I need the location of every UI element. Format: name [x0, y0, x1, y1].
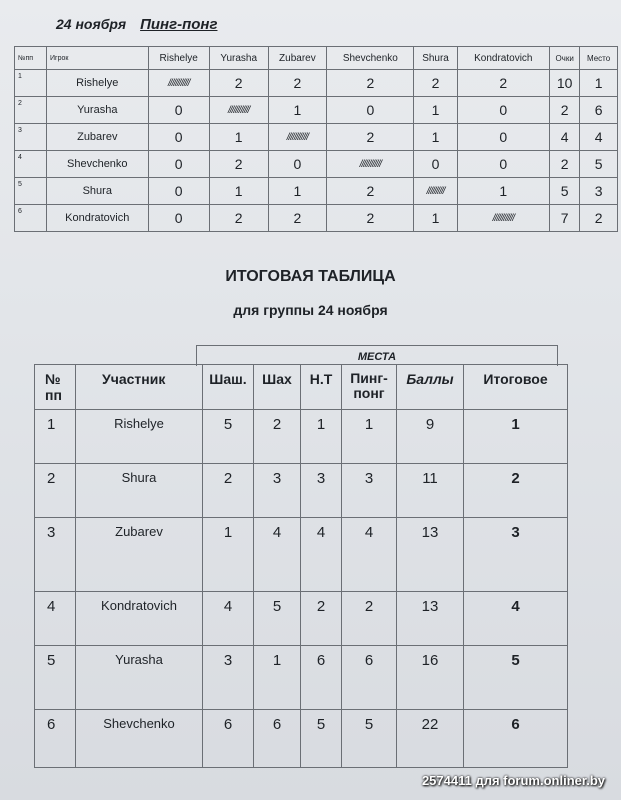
player-name: Shevchenko — [47, 151, 149, 178]
table-row — [15, 124, 618, 151]
score-cell: 0 — [414, 151, 457, 178]
row-number: 4 — [35, 592, 76, 646]
page-heading — [56, 16, 217, 33]
header-cell: Kondratovich — [457, 47, 549, 70]
score-cell: 2 — [268, 70, 327, 97]
bally-cell: 9 — [397, 410, 464, 464]
nt-place: 4 — [301, 518, 342, 592]
header-pingpong-line1: Пинг- — [350, 370, 388, 386]
pingpong-place: 6 — [342, 646, 397, 710]
score-cell: 0 — [148, 124, 209, 151]
header-cell: Очки — [550, 47, 580, 70]
score-cell: 2 — [327, 124, 414, 151]
score-cell: //////////// — [457, 205, 549, 232]
final-place: 3 — [464, 518, 568, 592]
header-cell: №пп — [15, 47, 47, 70]
header-no — [35, 365, 76, 410]
nt-place: 3 — [301, 464, 342, 518]
score-cell: 2 — [209, 205, 268, 232]
score-cell: 10 — [550, 70, 580, 97]
player-name: Rishelye — [47, 70, 149, 97]
row-number: 2 — [15, 97, 47, 124]
score-cell: 5 — [550, 178, 580, 205]
header-cell: Yurasha — [209, 47, 268, 70]
bally-cell: 16 — [397, 646, 464, 710]
score-cell: 1 — [414, 97, 457, 124]
pingpong-place: 2 — [342, 592, 397, 646]
shakh-place: 1 — [254, 646, 301, 710]
score-cell: 0 — [148, 178, 209, 205]
final-place: 4 — [464, 592, 568, 646]
final-place: 2 — [464, 464, 568, 518]
player-name: Kondratovich — [47, 205, 149, 232]
participant-name: Shura — [76, 464, 203, 518]
header-shash: Шаш. — [203, 365, 254, 410]
table-row — [35, 592, 568, 646]
participant-name: Yurasha — [76, 646, 203, 710]
shash-place: 2 — [203, 464, 254, 518]
score-cell: 0 — [457, 151, 549, 178]
nt-place: 5 — [301, 710, 342, 768]
score-cell: 2 — [580, 205, 618, 232]
header-cell: Zubarev — [268, 47, 327, 70]
pingpong-place: 3 — [342, 464, 397, 518]
header-no-line1: № — [45, 371, 61, 387]
final-place: 5 — [464, 646, 568, 710]
header-participant: Участник — [76, 365, 203, 410]
score-cell: 0 — [148, 205, 209, 232]
bally-cell: 11 — [397, 464, 464, 518]
watermark: 2574411 для forum.onliner.by — [421, 773, 605, 788]
row-number: 1 — [15, 70, 47, 97]
score-cell: 0 — [268, 151, 327, 178]
row-number: 3 — [15, 124, 47, 151]
shash-place: 1 — [203, 518, 254, 592]
nt-place: 6 — [301, 646, 342, 710]
participant-name: Shevchenko — [76, 710, 203, 768]
row-number: 5 — [35, 646, 76, 710]
score-cell: 2 — [457, 70, 549, 97]
score-cell: 1 — [209, 178, 268, 205]
table-row — [35, 464, 568, 518]
score-cell: 1 — [580, 70, 618, 97]
table-row — [15, 70, 618, 97]
score-cell: 7 — [550, 205, 580, 232]
nt-place: 1 — [301, 410, 342, 464]
table-row — [35, 518, 568, 592]
score-cell: 5 — [580, 151, 618, 178]
score-cell: 2 — [268, 205, 327, 232]
pingpong-results-table — [14, 46, 618, 232]
score-cell: 2 — [414, 70, 457, 97]
table-row — [35, 646, 568, 710]
score-cell: 0 — [148, 97, 209, 124]
score-cell: //////////// — [148, 70, 209, 97]
pingpong-place: 5 — [342, 710, 397, 768]
final-table-title: ИТОГОВАЯ ТАБЛИЦА — [225, 268, 396, 285]
score-cell: 2 — [327, 70, 414, 97]
score-cell: 0 — [327, 97, 414, 124]
heading-date: 24 ноября — [56, 16, 127, 32]
row-number: 6 — [35, 710, 76, 768]
score-cell: 0 — [457, 97, 549, 124]
table-row — [15, 205, 618, 232]
table-row — [35, 710, 568, 768]
final-place: 6 — [464, 710, 568, 768]
header-pingpong-line2: понг — [353, 385, 385, 401]
score-cell: 2 — [550, 97, 580, 124]
score-cell: 4 — [550, 124, 580, 151]
row-number: 6 — [15, 205, 47, 232]
bally-cell: 13 — [397, 518, 464, 592]
shakh-place: 3 — [254, 464, 301, 518]
score-cell: //////////// — [327, 151, 414, 178]
score-cell: 2 — [327, 205, 414, 232]
header-cell: Место — [580, 47, 618, 70]
nt-place: 2 — [301, 592, 342, 646]
table-row — [35, 410, 568, 464]
score-cell: 1 — [268, 97, 327, 124]
score-cell: 2 — [209, 151, 268, 178]
final-place: 1 — [464, 410, 568, 464]
score-cell: 1 — [209, 124, 268, 151]
score-cell: 2 — [209, 70, 268, 97]
table-row — [15, 178, 618, 205]
score-cell: 0 — [148, 151, 209, 178]
score-cell: 6 — [580, 97, 618, 124]
score-cell: 1 — [268, 178, 327, 205]
shakh-place: 4 — [254, 518, 301, 592]
header-shakh: Шах — [254, 365, 301, 410]
shash-place: 6 — [203, 710, 254, 768]
shash-place: 3 — [203, 646, 254, 710]
table-header-row — [35, 365, 568, 410]
score-cell: 4 — [580, 124, 618, 151]
player-name: Shura — [47, 178, 149, 205]
header-cell: Shevchenko — [327, 47, 414, 70]
participant-name: Zubarev — [76, 518, 203, 592]
header-nt: Н.Т — [301, 365, 342, 410]
shakh-place: 6 — [254, 710, 301, 768]
shakh-place: 5 — [254, 592, 301, 646]
score-cell: 2 — [550, 151, 580, 178]
row-number: 2 — [35, 464, 76, 518]
final-standings-table — [34, 364, 568, 768]
bally-cell: 22 — [397, 710, 464, 768]
score-cell: //////////// — [268, 124, 327, 151]
player-name: Yurasha — [47, 97, 149, 124]
row-number: 1 — [35, 410, 76, 464]
header-cell: Игрок — [47, 47, 149, 70]
row-number: 3 — [35, 518, 76, 592]
score-cell: 2 — [327, 178, 414, 205]
table-header-row — [15, 47, 618, 70]
pingpong-place: 4 — [342, 518, 397, 592]
participant-name: Rishelye — [76, 410, 203, 464]
header-itog: Итоговое — [464, 365, 568, 410]
player-name: Zubarev — [47, 124, 149, 151]
score-cell: 1 — [457, 178, 549, 205]
header-cell: Shura — [414, 47, 457, 70]
score-cell: 1 — [414, 124, 457, 151]
row-number: 5 — [15, 178, 47, 205]
final-table-subtitle: для группы 24 ноября — [233, 302, 388, 318]
shash-place: 5 — [203, 410, 254, 464]
heading-sport: Пинг-понг — [140, 16, 218, 33]
participant-name: Kondratovich — [76, 592, 203, 646]
table-row — [15, 151, 618, 178]
pingpong-place: 1 — [342, 410, 397, 464]
score-cell: ////////// — [414, 178, 457, 205]
bally-cell: 13 — [397, 592, 464, 646]
header-cell: Rishelye — [148, 47, 209, 70]
header-no-line2: пп — [45, 387, 62, 403]
header-pingpong — [342, 365, 397, 410]
places-group-header: МЕСТА — [196, 345, 558, 366]
table-row — [15, 97, 618, 124]
score-cell: 3 — [580, 178, 618, 205]
score-cell: 0 — [457, 124, 549, 151]
shakh-place: 2 — [254, 410, 301, 464]
row-number: 4 — [15, 151, 47, 178]
header-bally: Баллы — [397, 365, 464, 410]
shash-place: 4 — [203, 592, 254, 646]
score-cell: //////////// — [209, 97, 268, 124]
score-cell: 1 — [414, 205, 457, 232]
